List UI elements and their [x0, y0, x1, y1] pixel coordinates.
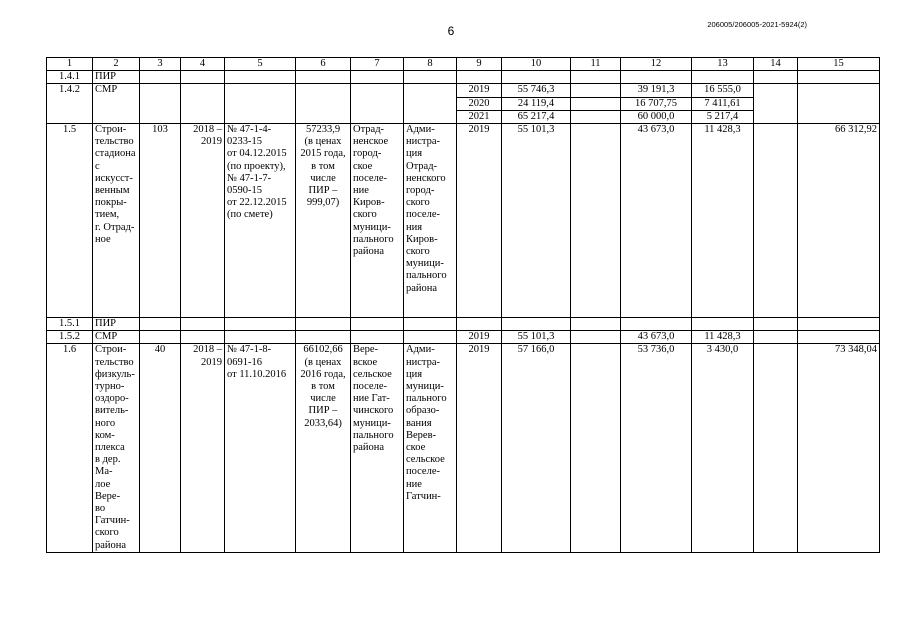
value-cell: [571, 124, 621, 318]
year-cell: 2019: [457, 331, 502, 344]
total-cell: 66 312,92: [798, 124, 880, 318]
value-cell: 65 217,4: [502, 110, 571, 123]
table-row: [47, 318, 880, 331]
value-cell: 3 430,0: [692, 344, 754, 552]
value-cell: 16 707,75: [621, 97, 692, 110]
header-cell: 13: [692, 58, 754, 71]
header-cell: 9: [457, 58, 502, 71]
header-cell: 2: [93, 58, 140, 71]
row-number: 1.4.1: [47, 71, 93, 84]
table-row: [47, 344, 880, 552]
header-cell: 4: [181, 58, 225, 71]
document-code: 206005/206005-2021-5924(2): [707, 20, 807, 29]
table-row: [47, 124, 880, 318]
value-cell: 55 101,3: [502, 331, 571, 344]
header-cell: 14: [754, 58, 798, 71]
row-number: 1.5: [47, 124, 93, 318]
value-cell: 53 736,0: [621, 344, 692, 552]
value-cell: [571, 110, 621, 123]
row-name: СМР: [93, 331, 140, 344]
header-cell: 8: [404, 58, 457, 71]
total-cell: 73 348,04: [798, 344, 880, 552]
value-cell: [571, 84, 621, 97]
value-cell: 60 000,0: [621, 110, 692, 123]
row-name: ПИР: [93, 71, 140, 84]
year-cell: 2021: [457, 110, 502, 123]
location-cell: Вере- вское сельское поселе- ние Гат- чинского муници- пального района: [351, 344, 404, 552]
header-cell: 3: [140, 58, 181, 71]
capacity-cell: 40: [140, 344, 181, 552]
header-cell: 15: [798, 58, 880, 71]
year-cell: 2019: [457, 344, 502, 552]
object-name: Строи- тельство стадиона с искусст- венным покры- тием, г. Отрад- ное: [93, 124, 140, 318]
value-cell: [571, 97, 621, 110]
table-row: [47, 71, 880, 84]
row-name: ПИР: [93, 318, 140, 331]
value-cell: [754, 344, 798, 552]
value-cell: 57 166,0: [502, 344, 571, 552]
period-cell: 2018 – 2019: [181, 344, 225, 552]
header-cell: 12: [621, 58, 692, 71]
value-cell: 11 428,3: [692, 124, 754, 318]
year-cell: 2019: [457, 124, 502, 318]
header-cell: 11: [571, 58, 621, 71]
header-cell: 6: [296, 58, 351, 71]
table-row: [47, 331, 880, 344]
row-number: 1.5.2: [47, 331, 93, 344]
budget-table: [46, 57, 880, 553]
value-cell: 24 119,4: [502, 97, 571, 110]
row-number: 1.6: [47, 344, 93, 552]
table-row: [47, 84, 880, 97]
capacity-cell: 103: [140, 124, 181, 318]
value-cell: 43 673,0: [621, 124, 692, 318]
value-cell: 55 101,3: [502, 124, 571, 318]
page-number: 6: [447, 24, 455, 38]
value-cell: 7 411,61: [692, 97, 754, 110]
header-cell: 5: [225, 58, 296, 71]
expertise-cell: № 47-1-4- 0233-15 от 04.12.2015 (по проекту), № 47-1-7- 0590-15 от 22.12.2015 (по смете): [225, 124, 296, 318]
value-cell: [754, 124, 798, 318]
cost-cell: 66102,66 (в ценах 2016 года, в том числе ПИР – 2033,64): [296, 344, 351, 552]
header-row: [47, 58, 880, 71]
location-cell: Отрад- ненское город- ское поселе- ние Киров- ского муници- пального района: [351, 124, 404, 318]
row-name: СМР: [93, 84, 140, 124]
value-cell: 39 191,3: [621, 84, 692, 97]
value-cell: 43 673,0: [621, 331, 692, 344]
year-cell: 2019: [457, 84, 502, 97]
value-cell: 16 555,0: [692, 84, 754, 97]
header-cell: 7: [351, 58, 404, 71]
expertise-cell: № 47-1-8- 0691-16 от 11.10.2016: [225, 344, 296, 552]
customer-cell: Адми- нистра- ция муници- пального образо- вания Верев- ское сельское поселе- ние Гатчин-: [404, 344, 457, 552]
value-cell: 5 217,4: [692, 110, 754, 123]
row-number: 1.4.2: [47, 84, 93, 124]
year-cell: 2020: [457, 97, 502, 110]
row-number: 1.5.1: [47, 318, 93, 331]
value-cell: 11 428,3: [692, 331, 754, 344]
header-cell: 1: [47, 58, 93, 71]
object-name: Строи- тельство физкуль- турно- оздоро- витель- ного ком- плекса в дер. Ма- лое Вере- во Гатчин- ского района: [93, 344, 140, 552]
cost-cell: 57233,9 (в ценах 2015 года, в том числе ПИР – 999,07): [296, 124, 351, 318]
value-cell: 55 746,3: [502, 84, 571, 97]
value-cell: [571, 344, 621, 552]
header-cell: 10: [502, 58, 571, 71]
period-cell: 2018 – 2019: [181, 124, 225, 318]
customer-cell: Адми- нистра- ция Отрад- ненского город- ского поселе- ния Киров- ского муници- пального района: [404, 124, 457, 318]
